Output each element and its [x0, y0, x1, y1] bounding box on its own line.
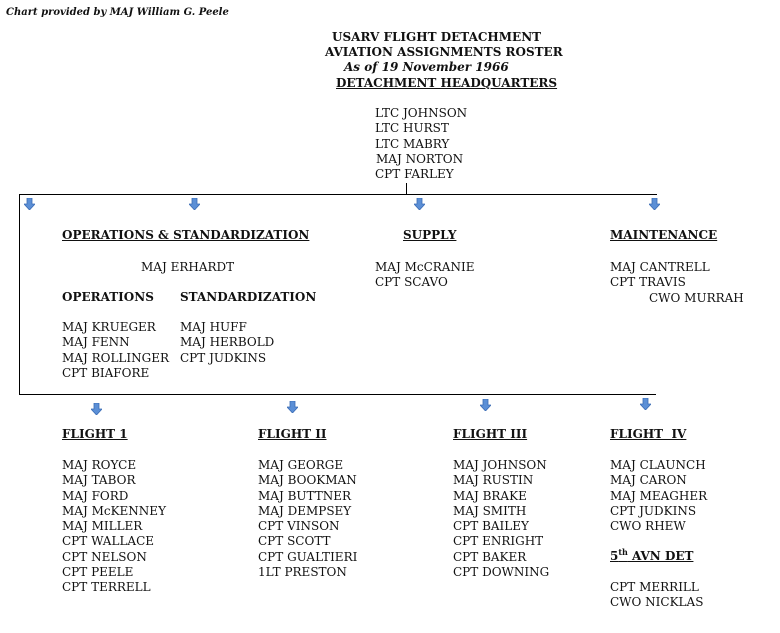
bottom-bracket-line — [19, 394, 656, 395]
operations-list — [62, 320, 169, 381]
supply-member: MAJ McCRANIE — [375, 260, 475, 274]
flight-2-list — [258, 458, 357, 580]
hq-member: LTC MABRY — [375, 136, 450, 151]
hq-member: CPT FARLEY — [375, 167, 454, 182]
hq-heading: DETACHMENT HEADQUARTERS — [336, 76, 558, 90]
flight-3-heading: FLIGHT III — [453, 427, 528, 441]
supply-list — [375, 260, 474, 291]
flight-member: CPT BAILEY — [453, 519, 529, 534]
arrow-down-icon — [287, 401, 298, 413]
flight-member: MAJ MEAGHER — [610, 488, 708, 503]
operations-member: MAJ FENN — [62, 335, 130, 350]
flight-member: MAJ DEMPSEY — [258, 503, 352, 518]
avn-det-ordinal: th — [618, 547, 628, 557]
standardization-heading: STANDARDIZATION — [180, 290, 317, 304]
ops-std-heading: OPERATIONS & STANDARDIZATION — [62, 228, 310, 242]
flight-member: CPT WALLACE — [62, 534, 155, 549]
flight-member: CPT NELSON — [62, 549, 147, 564]
arrow-down-icon — [24, 198, 35, 210]
avn-det-heading — [610, 549, 693, 564]
flight-member: CPT JUDKINS — [610, 503, 697, 518]
maintenance-member: MAJ CANTRELL — [610, 260, 710, 274]
flight-1-list — [62, 458, 166, 596]
flight-4-heading: FLIGHT IV — [610, 427, 687, 441]
flight-member: MAJ RUSTIN — [453, 473, 534, 488]
avn-det-member: CPT MERRILL — [610, 580, 699, 594]
flight-4-list — [610, 458, 707, 534]
flight-member: MAJ SMITH — [453, 503, 527, 518]
title-line-2: AVIATION ASSIGNMENTS ROSTER — [325, 45, 563, 59]
flight-member: MAJ MILLER — [62, 519, 143, 534]
supply-member: CPT SCAVO — [375, 275, 448, 290]
flight-member: CWO RHEW — [610, 519, 686, 534]
arrow-down-icon — [189, 198, 200, 210]
avn-det-number: 5 — [610, 549, 619, 563]
flight-member: CPT BAKER — [453, 549, 527, 564]
operations-member: CPT BIAFORE — [62, 365, 150, 380]
arrow-down-icon — [91, 403, 102, 415]
supply-heading: SUPPLY — [403, 228, 457, 242]
flight-member: MAJ ROYCE — [62, 458, 137, 472]
flight-member: MAJ GEORGE — [258, 458, 344, 472]
maintenance-list — [610, 260, 744, 306]
maintenance-member: CPT TRAVIS — [610, 275, 686, 290]
flight-member: CPT TERRELL — [62, 580, 151, 595]
title-date: As of 19 November 1966 — [344, 60, 509, 74]
avn-det-label: AVN DET — [627, 549, 694, 563]
flight-member: CPT VINSON — [258, 519, 340, 534]
flight-member: MAJ CARON — [610, 473, 687, 488]
arrow-down-icon — [640, 398, 651, 410]
maintenance-heading: MAINTENANCE — [610, 228, 718, 242]
flight-member: CPT DOWNING — [453, 565, 550, 580]
flight-member: MAJ JOHNSON — [453, 458, 547, 472]
flight-member: MAJ TABOR — [62, 473, 136, 488]
avn-det-list — [610, 580, 703, 611]
ops-std-chief: MAJ ERHARDT — [141, 260, 235, 274]
flight-member: CPT GUALTIERI — [258, 549, 358, 564]
arrow-down-icon — [649, 198, 660, 210]
hq-member: LTC JOHNSON — [375, 106, 468, 120]
flight-member: CPT PEELE — [62, 565, 134, 580]
standardization-member: MAJ HERBOLD — [180, 335, 275, 350]
hq-list — [375, 106, 467, 182]
operations-member: MAJ ROLLINGER — [62, 350, 170, 365]
standardization-member: MAJ HUFF — [180, 320, 247, 334]
flight-3-list — [453, 458, 549, 580]
flight-member: CPT ENRIGHT — [453, 534, 544, 549]
hq-member: MAJ NORTON — [376, 151, 464, 166]
flight-member: MAJ McKENNEY — [62, 503, 166, 518]
flight-member: 1LT PRESTON — [258, 565, 347, 580]
hq-member: LTC HURST — [375, 121, 449, 136]
standardization-member: CPT JUDKINS — [180, 350, 267, 365]
flight-member: MAJ BOOKMAN — [258, 473, 357, 488]
operations-heading: OPERATIONS — [62, 290, 154, 304]
chart-credit: Chart provided by MAJ William G. Peele — [6, 7, 229, 18]
flight-member: MAJ BRAKE — [453, 488, 527, 503]
avn-det-member: CWO NICKLAS — [610, 595, 704, 610]
arrow-down-icon — [480, 399, 491, 411]
flight-member: MAJ FORD — [62, 488, 129, 503]
standardization-list — [180, 320, 274, 366]
flight-member: MAJ BUTTNER — [258, 488, 352, 503]
flight-1-heading: FLIGHT 1 — [62, 427, 128, 441]
operations-member: MAJ KRUEGER — [62, 320, 156, 334]
maintenance-member: CWO MURRAH — [649, 290, 744, 305]
top-bracket-line — [19, 194, 657, 195]
flight-member: MAJ CLAUNCH — [610, 458, 706, 472]
title-line-1: USARV FLIGHT DETACHMENT — [332, 30, 542, 44]
flight-2-heading: FLIGHT II — [258, 427, 327, 441]
left-bracket-line — [19, 194, 20, 395]
flight-member: CPT SCOTT — [258, 534, 331, 549]
arrow-down-icon — [414, 198, 425, 210]
